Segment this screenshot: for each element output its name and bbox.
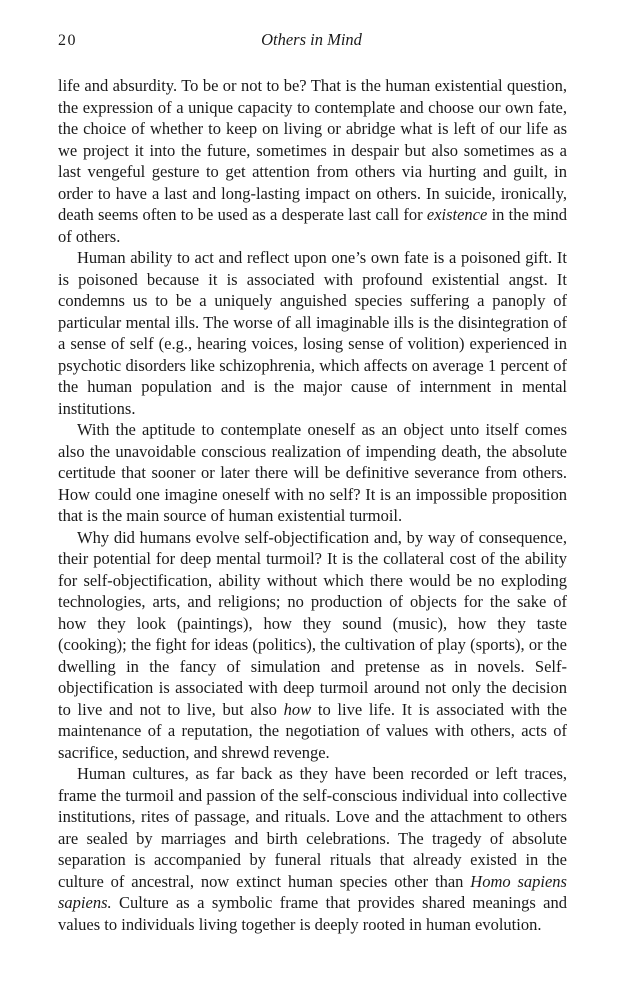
running-title: Others in Mind — [261, 30, 362, 49]
italic-text: Homo sapiens sapiens. — [58, 871, 567, 912]
text-run: Why did humans evolve self-objectification and, by way of consequence, their potential for deep mental turmoil? It is the collateral cost of the ability for self-objectification, ability without which there would be no exploding technologies, arts, and religions; no production of objects for the sake of how they look (paintings), how they sound (music), how they taste (cooking); the fight for ideas (politics), the cultivation of play (sports), or the dwelling in the fancy of simulation and pretense as in novels. Self-objectification is associated with deep turmoil around not only the decision to live and not to live, but also — [58, 527, 567, 719]
body-text — [58, 75, 567, 935]
italic-text: how — [283, 699, 312, 719]
text-run: With the aptitude to contemplate oneself as an object unto itself comes also the unavoidable conscious realization of impending death, the absolute certitude that sooner or later there will be definitive severance from others. How could one imagine oneself with no self? It is an impossible proposition that is the main source of human existential turmoil. — [58, 420, 567, 525]
paragraph — [58, 247, 567, 419]
page-number: 20 — [58, 32, 77, 49]
paragraph — [58, 763, 567, 935]
paragraph — [58, 419, 567, 527]
paragraph — [58, 75, 567, 247]
paragraph — [58, 527, 567, 764]
text-run: Human cultures, as far back as they have been recorded or left traces, frame the turmoil and passion of the self-conscious individual into collective institutions, rites of passage, and rituals. Love and the attachment to others are sealed by marriages and birth celebrations. The tragedy of absolute separation is accompanied by funeral rituals that already existed in the culture of ancestral, now extinct human species other than — [58, 764, 567, 891]
text-run: Human ability to act and reflect upon one’s own fate is a poisoned gift. It is poisoned because it is associated with profound existential angst. It condemns us to be a uniquely anguished species suffering a panoply of particular mental ills. The worse of all imaginable ills is the disintegration of a sense of self (e.g., hearing voices, losing sense of volition) experienced in psychotic disorders like schizophrenia, which affects on average 1 percent of the human population and is the major cause of internment in mental institutions. — [58, 248, 567, 418]
text-run: in the mind of others. — [58, 205, 567, 246]
text-run: to live life. It is associated with the maintenance of a reputation, the negotiation of values with others, acts of sacrifice, seduction, and shrewd revenge. — [58, 699, 567, 762]
text-run: Culture as a symbolic frame that provides shared meanings and values to individuals living together is deeply rooted in human evolution. — [58, 893, 567, 934]
italic-text: existence — [426, 205, 488, 224]
text-run: life and absurdity. To be or not to be? That is the human existential question, the expression of a unique capacity to contemplate and choose our own fate, the choice of whether to keep on living or abridge what is left of our life as we project it into the future, sometimes in despair but also sometimes as a last vengeful gesture to get attention from others via hurting and guilt, in order to have a last and long-lasting impact on others. In suicide, ironically, death seems often to be used as a desperate last call for — [58, 76, 567, 224]
